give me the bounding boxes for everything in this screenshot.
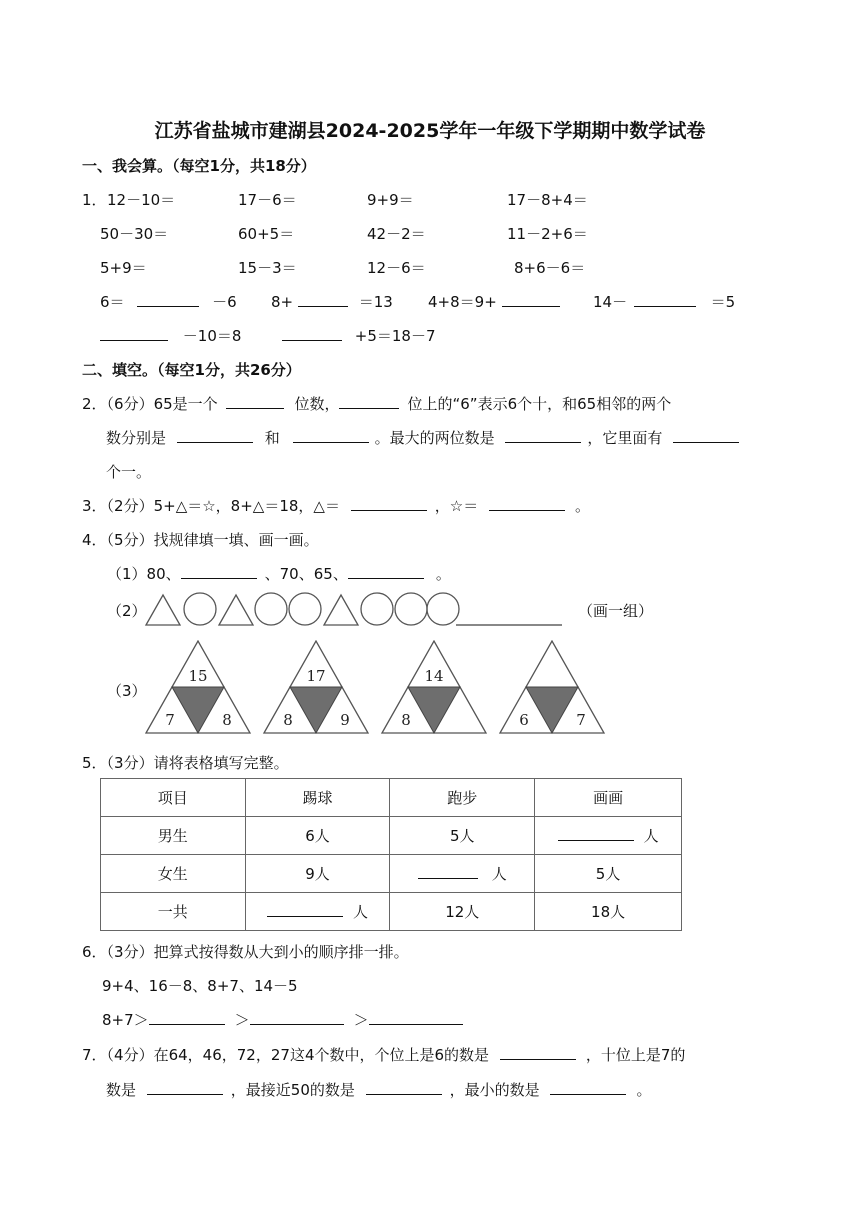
table-row (101, 855, 682, 893)
answer-blank[interactable] (147, 1080, 223, 1095)
triangle-shape (146, 595, 180, 625)
table-cell: 5人 (535, 855, 682, 893)
answer-blank[interactable] (298, 292, 348, 307)
fill-r5-b-post: +5＝18－7 (354, 327, 436, 345)
triangle-puzzle (146, 641, 250, 733)
q7-line1 (82, 1044, 685, 1065)
calc-r3-2: 15－3＝ (238, 259, 297, 277)
fill-r4-d-post: ＝5 (710, 293, 736, 311)
table-row (101, 817, 682, 855)
table-header: 踢球 (245, 779, 390, 817)
fill-r5-a-post: －10＝8 (182, 327, 242, 345)
unit-label: 人 (491, 865, 507, 883)
calc-r3-4: 8+6－6＝ (514, 259, 586, 277)
q3-text-3: 。 (574, 497, 590, 515)
calc-r2-3: 42－2＝ (367, 225, 426, 243)
table-cell-blank[interactable] (535, 817, 682, 855)
table-cell-blank[interactable] (245, 893, 390, 931)
triangle-top-number: 14 (424, 667, 444, 685)
answer-blank[interactable] (369, 1010, 463, 1025)
circle-shape (255, 593, 287, 625)
q4-s1-mid: 、70、65、 (264, 565, 348, 583)
fill-r5-a (100, 325, 241, 346)
triangle-right-number: 9 (340, 711, 350, 729)
fill-r4-c-pre: 4+8＝9+ (428, 293, 497, 311)
section1-heading: 一、我会算。（每空1分，共18分） (82, 157, 316, 175)
fill-r4-a (100, 291, 237, 312)
triangle-right-number: 7 (576, 711, 586, 729)
triangle-puzzle (500, 641, 604, 733)
triangle-top-number: 15 (188, 667, 208, 685)
unit-label: 人 (643, 827, 659, 845)
q6-expressions: 9+4、16－8、8+7、14－5 (102, 977, 298, 995)
table-header: 跑步 (390, 779, 535, 817)
answer-blank[interactable] (673, 428, 739, 443)
q2-text-7: ，它里面有 (587, 429, 663, 447)
calc-r1-1: 12－10＝ (107, 191, 176, 209)
answer-blank[interactable] (149, 1010, 225, 1025)
q4-s3-label: （3） (107, 682, 147, 700)
answer-blank[interactable] (282, 326, 342, 341)
triangle-right-number: 8 (222, 711, 232, 729)
q2-text-5: 和 (264, 429, 280, 447)
q3-text-2: ，☆＝ (434, 497, 479, 515)
q4-text: （5分）找规律填一填、画一画。 (106, 531, 319, 549)
table-header-row (101, 779, 682, 817)
answer-blank[interactable] (366, 1080, 442, 1095)
answer-blank[interactable] (505, 428, 581, 443)
fill-r4-a-pre: 6＝ (100, 293, 125, 311)
q2-line3: 个一。 (106, 463, 152, 481)
answer-blank[interactable] (550, 1080, 626, 1095)
q3-number: 3． (82, 497, 107, 515)
triangle-puzzle (264, 641, 368, 733)
q6-gt: ＞ (353, 1011, 369, 1029)
answer-blank[interactable] (489, 496, 565, 511)
circle-shape (427, 593, 459, 625)
table-row (101, 893, 682, 931)
answer-blank[interactable] (293, 428, 369, 443)
fill-r4-c (428, 291, 560, 312)
table-header: 项目 (101, 779, 246, 817)
q2-text-4: 数分别是 (106, 429, 167, 447)
answer-blank[interactable] (500, 1045, 576, 1060)
answer-blank[interactable] (634, 292, 696, 307)
calc-r3-1: 5+9＝ (100, 259, 147, 277)
table-cell: 女生 (101, 855, 246, 893)
answer-blank[interactable] (502, 292, 560, 307)
fill-r4-b (271, 291, 393, 312)
triangle-left-number: 8 (283, 711, 293, 729)
calc-r1-4: 17－8+4＝ (507, 191, 588, 209)
data-table (100, 778, 682, 931)
circle-shape (184, 593, 216, 625)
answer-blank[interactable] (100, 326, 168, 341)
q4-sub1 (107, 563, 451, 584)
fill-r5-b (282, 325, 436, 346)
shape-sequence (144, 592, 564, 628)
q5-line (82, 752, 289, 773)
q7-text-2: ，十位上是7的 (585, 1046, 686, 1064)
answer-blank[interactable] (351, 496, 427, 511)
q2-text-2: 位数， (294, 395, 340, 413)
triangle-left-number: 7 (165, 711, 175, 729)
triangle-shape (324, 595, 358, 625)
circle-shape (395, 593, 427, 625)
answer-blank[interactable] (250, 1010, 344, 1025)
table-cell-blank[interactable] (390, 855, 535, 893)
answer-blank[interactable] (418, 864, 478, 879)
answer-blank[interactable] (177, 428, 253, 443)
answer-blank[interactable] (339, 394, 399, 409)
q4-s2-label: （2） (107, 602, 147, 620)
q6-line (82, 941, 409, 962)
q4-number: 4． (82, 531, 107, 549)
q4-s1-label: （1）80、 (107, 565, 181, 583)
q1-number: 1． (82, 191, 107, 209)
answer-blank[interactable] (267, 902, 343, 917)
q2-line2 (106, 427, 739, 448)
q5-text: （3分）请将表格填写完整。 (106, 754, 289, 772)
q7-number: 7． (82, 1046, 107, 1064)
calc-r3-3: 12－6＝ (367, 259, 426, 277)
table-cell: 一共 (101, 893, 246, 931)
circle-shape (289, 593, 321, 625)
q2-text-1: （6分）65是一个 (106, 395, 218, 413)
calc-r2-4: 11－2+6＝ (507, 225, 588, 243)
answer-blank[interactable] (558, 826, 634, 841)
triangle-puzzles (145, 640, 610, 735)
q7-text-4: ，最接近50的数是 (230, 1081, 355, 1099)
q2-text-6: 。最大的两位数是 (374, 429, 495, 447)
page-title: 江苏省盐城市建湖县2024-2025学年一年级下学期期中数学试卷 (154, 120, 706, 142)
q4-s2-note: （画一组） (578, 602, 654, 620)
q6-text: （3分）把算式按得数从大到小的顺序排一排。 (106, 943, 409, 961)
triangle-left-number: 8 (401, 711, 411, 729)
fill-r4-a-post: －6 (212, 293, 237, 311)
q2-line1 (82, 393, 671, 414)
section2-heading: 二、填空。（每空1分，共26分） (82, 361, 301, 379)
calc-r2-1: 50－30＝ (100, 225, 169, 243)
calc-r1-3: 9+9＝ (367, 191, 414, 209)
circle-shape (361, 593, 393, 625)
q4-s1-end: 。 (435, 565, 451, 583)
q6-start: 8+7＞ (102, 1011, 149, 1029)
answer-blank[interactable] (137, 292, 199, 307)
q7-text-1: （4分）在64，46，72，27这4个数中，个位上是6的数是 (106, 1046, 490, 1064)
table-cell: 5人 (390, 817, 535, 855)
q2-text-3: 位上的“6”表示6个十，和65相邻的两个 (407, 395, 672, 413)
table-cell: 男生 (101, 817, 246, 855)
q7-line2 (106, 1079, 651, 1100)
answer-blank[interactable] (226, 394, 284, 409)
q7-text-3: 数是 (106, 1081, 137, 1099)
q4-line (82, 529, 319, 550)
table-cell: 9人 (245, 855, 390, 893)
q2-number: 2． (82, 395, 107, 413)
q3-line (82, 495, 590, 516)
fill-r4-b-pre: 8+ (271, 293, 294, 311)
triangle-shape (219, 595, 253, 625)
triangle-puzzle (382, 641, 486, 733)
answer-blank[interactable] (348, 564, 424, 579)
triangle-top-number: 17 (306, 667, 326, 685)
table-header: 画画 (535, 779, 682, 817)
calc-r2-2: 60+5＝ (238, 225, 295, 243)
fill-r4-b-post: ＝13 (358, 293, 393, 311)
triangle-left-number: 6 (519, 711, 529, 729)
answer-blank[interactable] (181, 564, 257, 579)
q6-order (102, 1009, 463, 1030)
q6-number: 6． (82, 943, 107, 961)
q5-number: 5． (82, 754, 107, 772)
fill-r4-d (593, 291, 735, 312)
fill-r4-d-pre: 14－ (593, 293, 628, 311)
unit-label: 人 (352, 903, 368, 921)
q7-text-5: ，最小的数是 (449, 1081, 540, 1099)
table-cell: 18人 (535, 893, 682, 931)
calc-r1-2: 17－6＝ (238, 191, 297, 209)
q7-text-6: 。 (636, 1081, 652, 1099)
table-cell: 12人 (390, 893, 535, 931)
q3-text-1: （2分）5+△＝☆，8+△＝18，△＝ (106, 497, 340, 515)
table-cell: 6人 (245, 817, 390, 855)
q6-gt: ＞ (234, 1011, 250, 1029)
